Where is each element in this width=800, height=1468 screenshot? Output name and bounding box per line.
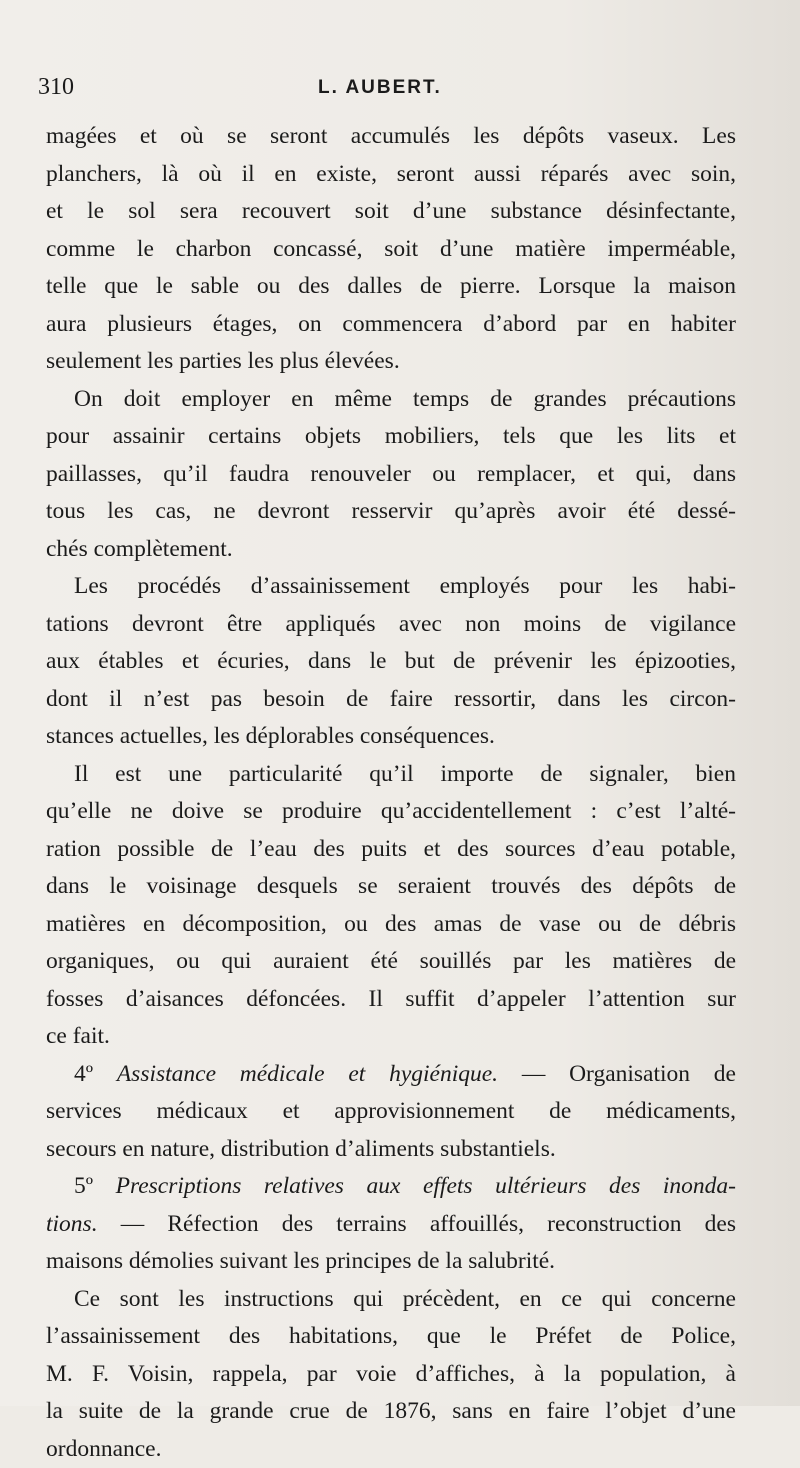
text-line: Il est une particularité qu’il importe de signaler, bien [46,756,736,794]
text-line: pour assainir certains objets mobiliers, tels que les lits et [46,418,736,456]
text-line: dont il n’est pas besoin de faire ressortir, dans les circon- [46,681,736,719]
section-text: — Réfection des terrains affouillés, reconstruction des [98,1211,736,1237]
text-line: ordonnance. [46,1431,736,1468]
paragraph-procedes [46,568,736,756]
text-line: dans le voisinage desquels se seraient trouvés des dépôts de [46,868,736,906]
page-number: 310 [38,74,74,101]
section-text: — Organisation de [498,1061,736,1087]
section-number: 4º [74,1061,117,1087]
text-line: ce fait. [46,1018,736,1056]
paragraph-particularite [46,756,736,1056]
section-5-prescriptions [46,1168,736,1281]
text-line: qu’elle ne doive se produire qu’accidentellement : c’est l’alté- [46,793,736,831]
text-line: aura plusieurs étages, on commencera d’abord par en habiter [46,306,736,344]
text-line: et le sol sera recouvert soit d’une substance désinfectante, [46,193,736,231]
text-line: On doit employer en même temps de grandes précautions [46,381,736,419]
text-line: chés complètement. [46,531,736,569]
text-line: l’assainissement des habitations, que le Préfet de Police, [46,1318,736,1356]
running-head [38,74,758,104]
text-line: planchers, là où il en existe, seront aussi réparés avec soin, [46,156,736,194]
running-title: L. AUBERT. [318,77,442,99]
section-heading-line [46,1056,736,1094]
paragraph-instructions [46,1281,736,1468]
section-title: Prescriptions relatives aux effets ultérieurs des inonda- [116,1173,736,1199]
text-line: services médicaux et approvisionnement de médicaments, [46,1093,736,1131]
text-line: tations devront être appliqués avec non moins de vigilance [46,606,736,644]
section-heading-line-2 [46,1206,736,1244]
text-line: tous les cas, ne devront resservir qu’après avoir été dessé- [46,493,736,531]
paragraph-precautions [46,381,736,569]
text-line: ration possible de l’eau des puits et des sources d’eau potable, [46,831,736,869]
text-line: secours en nature, distribution d’aliments substantiels. [46,1131,736,1169]
section-title-cont: tions. [46,1211,98,1237]
section-title: Assistance médicale et hygiénique. [117,1061,498,1087]
text-line: Ce sont les instructions qui précèdent, en ce qui concerne [46,1281,736,1319]
text-line: la suite de la grande crue de 1876, sans en faire l’objet d’une [46,1393,736,1431]
text-line: paillasses, qu’il faudra renouveler ou remplacer, et qui, dans [46,456,736,494]
text-line: Les procédés d’assainissement employés pour les habi- [46,568,736,606]
section-number: 5º [74,1173,116,1199]
section-heading-line [46,1168,736,1206]
text-line: stances actuelles, les déplorables conséquences. [46,718,736,756]
text-line: maisons démolies suivant les principes de la salubrité. [46,1243,736,1281]
text-line: magées et où se seront accumulés les dépôts vaseux. Les [46,118,736,156]
text-line: seulement les parties les plus élevées. [46,343,736,381]
text-line: telle que le sable ou des dalles de pierre. Lorsque la maison [46,268,736,306]
text-line: M. F. Voisin, rappela, par voie d’affiches, à la population, à [46,1356,736,1394]
text-line: matières en décomposition, ou des amas de vase ou de débris [46,906,736,944]
text-line: aux étables et écuries, dans le but de prévenir les épizooties, [46,643,736,681]
body-text [46,118,736,1468]
text-line: organiques, ou qui auraient été souillés par les matières de [46,943,736,981]
paragraph-continuation [46,118,736,381]
text-line: comme le charbon concassé, soit d’une matière imperméable, [46,231,736,269]
section-4-assistance [46,1056,736,1169]
text-line: fosses d’aisances défoncées. Il suffit d’appeler l’attention sur [46,981,736,1019]
